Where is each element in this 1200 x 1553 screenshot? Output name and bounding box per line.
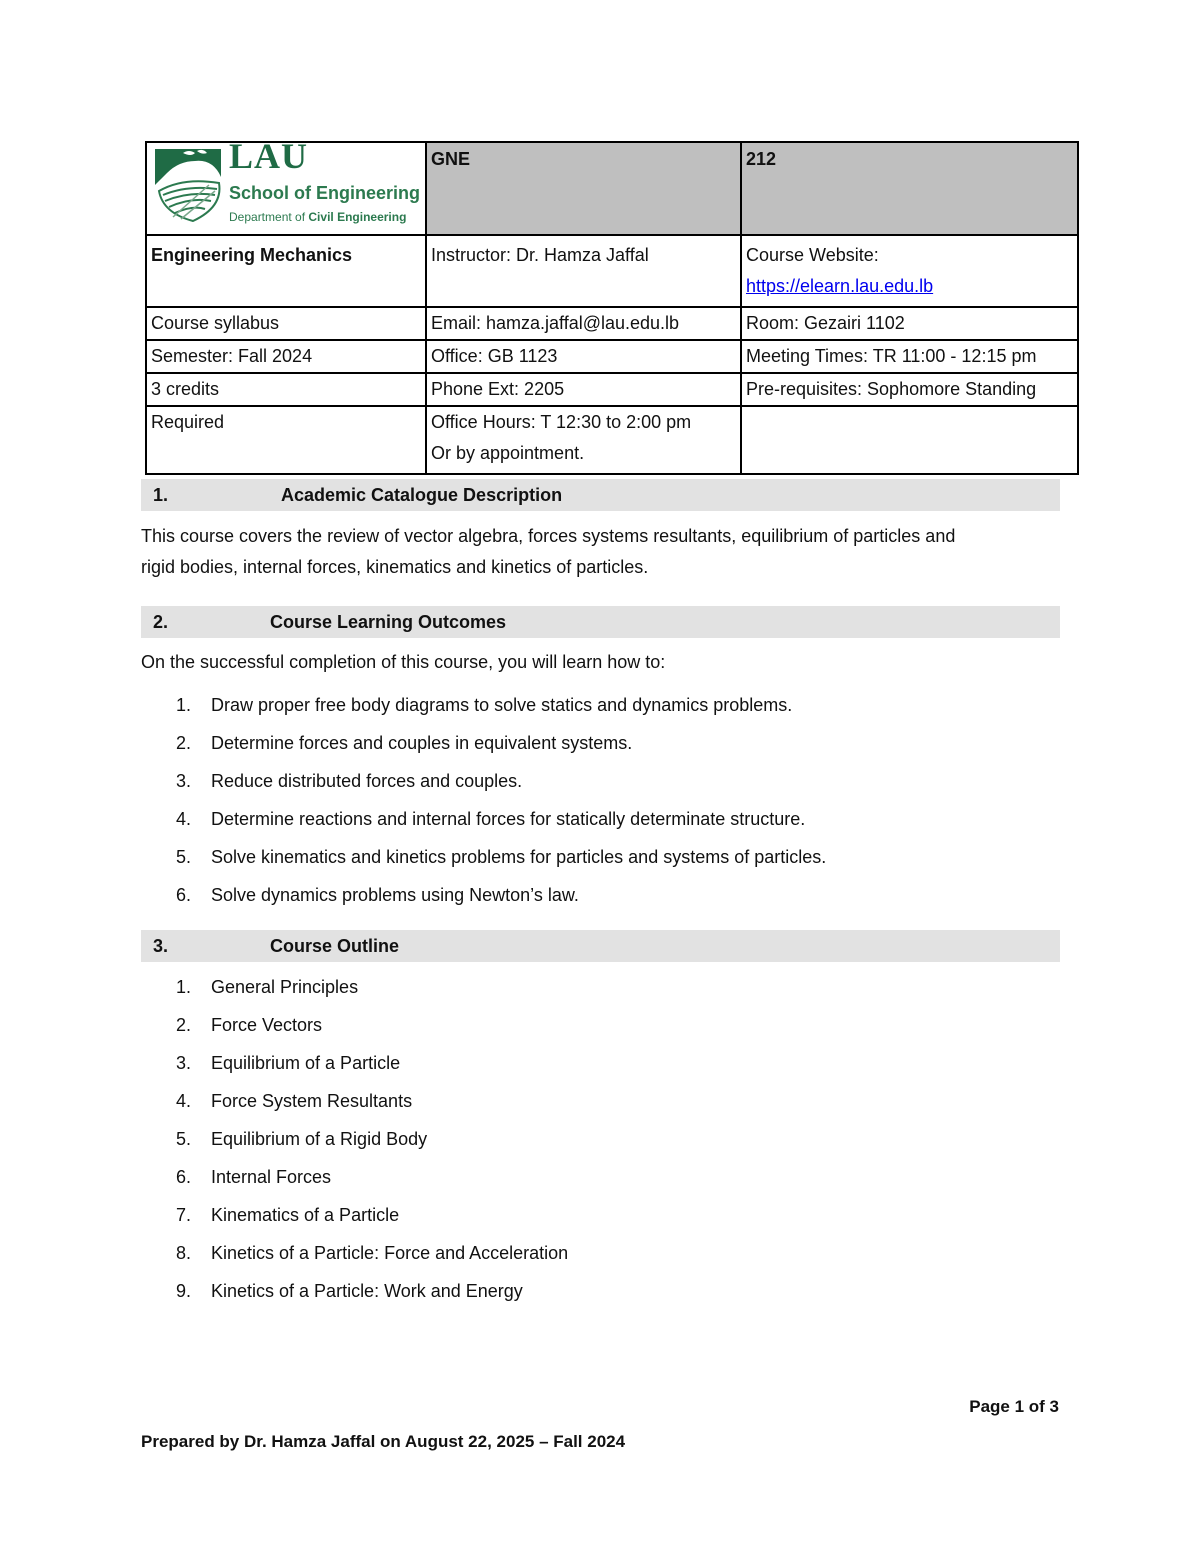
list-item-number: 6.: [176, 885, 192, 905]
list-item-number: 2.: [176, 733, 192, 753]
section-1-title: Academic Catalogue Description: [281, 485, 563, 505]
list-item-text: Equilibrium of a Rigid Body: [211, 1129, 428, 1149]
list-item-text: Kinetics of a Particle: Work and Energy: [211, 1281, 523, 1301]
list-item: [141, 1158, 1061, 1196]
list-item-text: Determine reactions and internal forces for statically determinate structure.: [211, 809, 806, 829]
list-item: [141, 876, 1061, 914]
prerequisites-cell: Pre-requisites: Sophomore Standing: [741, 373, 1078, 406]
list-item-text: Solve dynamics problems using Newton’s law.: [211, 885, 579, 905]
list-item: [141, 1196, 1061, 1234]
list-item-text: Determine forces and couples in equivalent systems.: [211, 733, 633, 753]
course-info-table: [145, 136, 1079, 475]
list-item: [141, 1120, 1061, 1158]
logo-department: [229, 202, 406, 233]
meeting-times-cell: Meeting Times: TR 11:00 - 12:15 pm: [741, 340, 1078, 373]
list-item-number: 4.: [176, 1091, 192, 1111]
list-item-text: Draw proper free body diagrams to solve statics and dynamics problems.: [211, 695, 793, 715]
description-line-1: This course covers the review of vector algebra, forces systems resultants, equilibrium of particles and: [141, 526, 956, 546]
logo-dept-prefix: Department of: [229, 210, 306, 224]
list-item-text: Reduce distributed forces and couples.: [211, 771, 523, 791]
credits-cell: 3 credits: [146, 373, 426, 406]
section-1-number: 1.: [153, 485, 169, 505]
list-item: [141, 1272, 1061, 1310]
office-hours-cell: [426, 406, 741, 474]
list-item-number: 8.: [176, 1243, 192, 1263]
logo-school-text: School of Engineering: [229, 183, 421, 203]
list-item: [141, 762, 1061, 800]
semester-cell: Semester: Fall 2024: [146, 340, 426, 373]
list-item: [141, 1006, 1061, 1044]
list-item-number: 5.: [176, 847, 192, 867]
list-item-number: 4.: [176, 809, 192, 829]
outcomes-list: [141, 686, 1061, 914]
course-number-cell: 212: [741, 142, 1078, 235]
list-item-number: 1.: [176, 977, 192, 997]
list-item: [141, 968, 1061, 1006]
required-cell: Required: [146, 406, 426, 474]
list-item-number: 6.: [176, 1167, 192, 1187]
section-3-header: [141, 930, 1060, 962]
list-item-number: 5.: [176, 1129, 192, 1149]
section-3-number: 3.: [153, 936, 169, 956]
office-hours-line: Office Hours: T 12:30 to 2:00 pm: [431, 412, 692, 432]
logo-dept-name: Civil Engineering: [308, 210, 407, 224]
room-cell: Room: Gezairi 1102: [741, 307, 1078, 340]
logo-lau-text: LAU: [229, 136, 309, 176]
office-cell: Office: GB 1123: [426, 340, 741, 373]
section-2-title: Course Learning Outcomes: [270, 612, 507, 632]
email-cell: Email: hamza.jaffal@lau.edu.lb: [426, 307, 741, 340]
page-number: Page 1 of 3: [969, 1397, 1059, 1416]
list-item-text: Equilibrium of a Particle: [211, 1053, 401, 1073]
cedar-emblem-icon: [153, 147, 225, 223]
logo-cell: [146, 136, 426, 235]
website-link[interactable]: https://elearn.lau.edu.lb: [746, 276, 934, 296]
lau-logo: [147, 136, 421, 227]
list-item: [141, 1082, 1061, 1120]
list-item-number: 3.: [176, 1053, 192, 1073]
list-item: [141, 800, 1061, 838]
outcomes-intro: On the successful completion of this course, you will learn how to:: [141, 652, 666, 672]
list-item-text: Force System Resultants: [211, 1091, 413, 1111]
list-item-text: Solve kinematics and kinetics problems for particles and systems of particles.: [211, 847, 827, 867]
list-item: [141, 838, 1061, 876]
instructor-cell: Instructor: Dr. Hamza Jaffal: [426, 235, 741, 307]
prepared-by-footer: Prepared by Dr. Hamza Jaffal on August 22, 2025 – Fall 2024: [141, 1432, 626, 1451]
list-item: [141, 724, 1061, 762]
course-title-cell: Engineering Mechanics: [146, 235, 426, 307]
outline-list: [141, 968, 1061, 1310]
list-item-text: Internal Forces: [211, 1167, 332, 1187]
office-hours-alt-line: Or by appointment.: [431, 443, 585, 463]
course-code-cell: GNE: [426, 142, 741, 235]
description-line-2: rigid bodies, internal forces, kinematics and kinetics of particles.: [141, 557, 649, 577]
list-item-text: Kinetics of a Particle: Force and Acceleration: [211, 1243, 569, 1263]
section-3-title: Course Outline: [270, 936, 400, 956]
empty-cell: [741, 406, 1078, 474]
list-item-number: 1.: [176, 695, 192, 715]
list-item-text: General Principles: [211, 977, 359, 997]
section-2-number: 2.: [153, 612, 169, 632]
syllabus-cell: Course syllabus: [146, 307, 426, 340]
list-item: [141, 686, 1061, 724]
list-item-number: 2.: [176, 1015, 192, 1035]
list-item-number: 7.: [176, 1205, 192, 1225]
list-item-text: Force Vectors: [211, 1015, 323, 1035]
phone-cell: Phone Ext: 2205: [426, 373, 741, 406]
website-cell: [741, 235, 1078, 307]
section-1-header: [141, 479, 1060, 511]
list-item: [141, 1044, 1061, 1082]
list-item-number: 3.: [176, 771, 192, 791]
list-item-number: 9.: [176, 1281, 192, 1301]
list-item: [141, 1234, 1061, 1272]
section-2-header: [141, 606, 1060, 638]
catalogue-description: [141, 521, 1061, 583]
website-label: Course Website:: [746, 245, 879, 265]
list-item-text: Kinematics of a Particle: [211, 1205, 400, 1225]
